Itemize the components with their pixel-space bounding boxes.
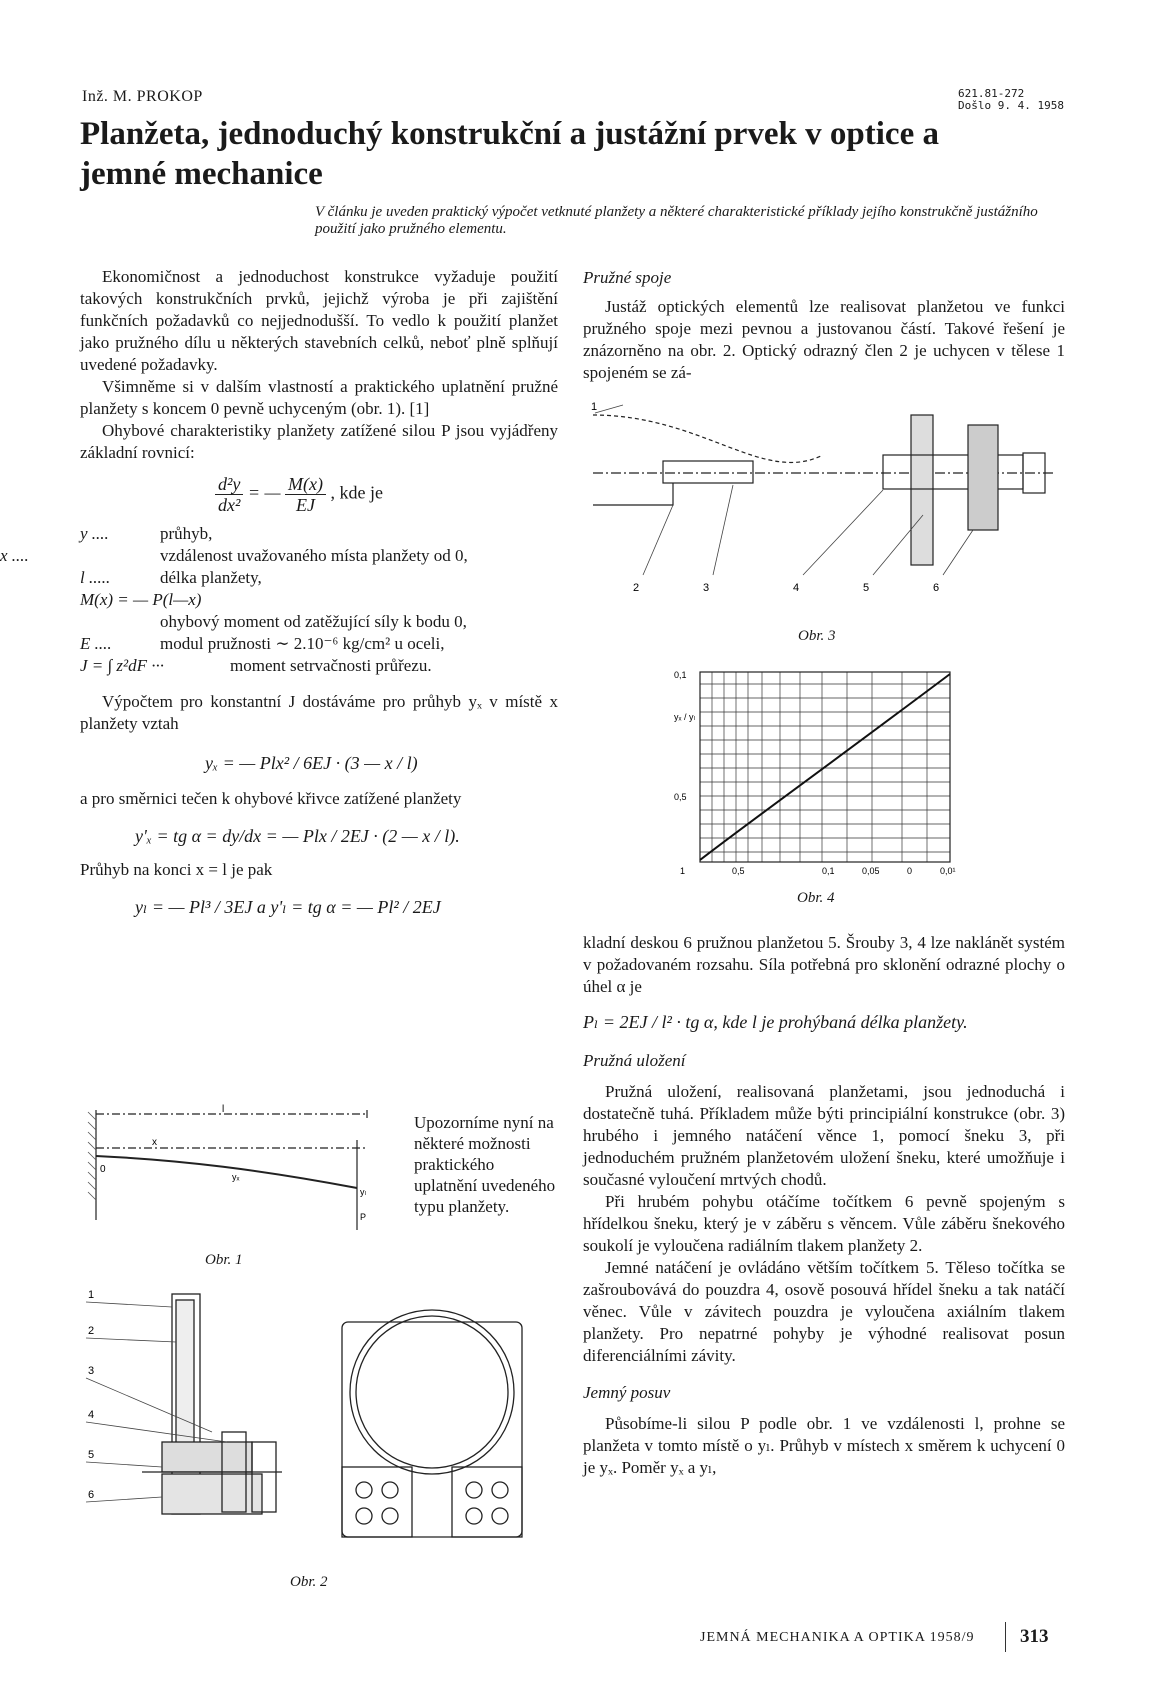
right-paragraph-1: Justáž optických elementů lze realisovat planžetou ve funkci pružného spoje mezi pevnou a justovanou částí. Takové řešení je znázorněno na obr. 2. Optický odrazný člen 2 je uchycen v tělese 1 spojeném se zá- [583, 297, 1065, 382]
right-paragraph-2: kladní deskou 6 pružnou planžetou 5. Šrouby 3, 4 lze naklánět systém v požadovaném rozsahu. Síla potřebná pro sklonění odrazné plochy o úhel α je [583, 933, 1065, 996]
fig2-label-1: 1 [88, 1289, 95, 1301]
def-sym: E .... [80, 634, 112, 653]
def-sym: y .... [80, 524, 109, 543]
fig1-label-p: P [360, 1212, 367, 1222]
fig4-x-tick-1: 0,5 [732, 866, 745, 876]
eq1-mid: = — [247, 482, 281, 503]
figure-4 [672, 660, 972, 880]
right-column-top [583, 268, 1065, 384]
def-e [80, 633, 558, 655]
heading-pruzna-ulozeni: Pružná uložení [583, 1051, 686, 1070]
abstract: V článku je uveden praktický výpočet vetknuté planžety a některé charakteristické příklady jejího konstrukčně justážního použití jako pružného elementu. [315, 204, 1038, 237]
def-text: moment setrvačnosti průřezu. [230, 656, 432, 675]
side-note: Upozorníme nyní na některé možnosti praktického uplatnění uvedeného typu planžety. [414, 1113, 556, 1216]
fig1-label-0: 0 [100, 1164, 106, 1175]
paragraph-6: Průhyb na konci x = l je pak [80, 860, 273, 879]
fig3-label-3: 3 [703, 582, 710, 594]
fig3-housing [911, 415, 933, 565]
fig1-beam [96, 1156, 357, 1188]
fig2-label-2: 2 [88, 1325, 95, 1337]
equation-5: Pₗ = 2EJ / l² · tg α, kde l je prohýbaná délka planžety. [583, 1012, 968, 1032]
fig3-label-2: 2 [633, 582, 640, 594]
fig4-y-top: 0,1 [674, 670, 687, 680]
fig2-label-6: 6 [88, 1489, 95, 1501]
eq1-rhs [285, 474, 326, 515]
right-paragraph-5: Jemné natáčení je ovládáno větším točítkem 5. Těleso točítka se zašroubovává do pouzdra 4, osově posouvá hřídel šneku a tak natáčí věnec. Vůle v závitech pouzdra je vyloučena axiálním tlakem planžety. Pro nepatrné pohyby je výhodné realisovat posun diferenciálními závity. [583, 1258, 1065, 1365]
footer-journal: JEMNÁ MECHANIKA A OPTIKA 1958/9 [700, 1630, 975, 1645]
fig3-label-4: 4 [793, 582, 800, 594]
paragraph-5: a pro směrnici tečen k ohybové křivce zatížené planžety [80, 789, 462, 808]
fig4-x-tick-5: 0,0¹ [940, 866, 956, 876]
def-sym: x .... [0, 546, 29, 565]
eq1-rhs-den: EJ [296, 495, 316, 515]
received-date: Došlo 9. 4. 1958 [958, 99, 1064, 112]
heading-jemny-posuv: Jemný posuv [583, 1383, 671, 1402]
def-text: vzdálenost uvažovaného místa planžety od 0, [160, 546, 468, 565]
fig1-label-x: x [152, 1137, 157, 1148]
author: Inž. M. PROKOP [82, 88, 203, 105]
fig4-y-mid: 0,5 [674, 792, 687, 802]
right-paragraph-3: Pružná uložení, realisovaná planžetami, jsou jednoduchá i dostatečně tuhá. Příkladem může býti principiální konstrukce (obr. 3) hrubého i jemného natáčení věnce 1, pomocí šneku 3, při jednoduchém pružném planžetovém uložení šneku, které umožňuje i současné vyloučení mrtvých chodů. [583, 1082, 1065, 1189]
figure-1 [82, 1100, 382, 1270]
paragraph-1: Ekonomičnost a jednoduchost konstrukce vyžaduje použití takových konstrukčních prvků, jejichž výroba je při zajištění funkčních požadavků co nejjednodušší. To vedlo k použití planžet jako pružného dílu u některých stavebních celků, neboť plně splňují uvedené požadavky. [80, 267, 558, 374]
article-title: Planžeta, jednoduchý konstrukční a justážní prvek v optice a jemné mechanice [80, 116, 939, 192]
eq1-tail: , kde je [330, 482, 384, 503]
def-text: modul pružnosti ∼ 2.10⁻⁶ kg/cm² u oceli, [160, 634, 445, 653]
fig1-caption: Obr. 1 [205, 1252, 243, 1268]
fig1-label-l: l [222, 1104, 225, 1115]
def-j [80, 655, 558, 677]
def-text: ohybový moment od zatěžující síly k bodu 0, [160, 612, 467, 631]
equation-2: yₓ = — Plx² / 6EJ · (3 — x / l) [205, 753, 418, 773]
figure-2 [82, 1282, 562, 1572]
fig1-label-yl: yₗ [360, 1187, 366, 1197]
def-text: délka planžety, [160, 568, 262, 587]
right-paragraph-4: Při hrubém pohybu otáčíme točítkem 6 pevně spojeným s hřídelkou šneku, který je v záběru s věncem. Vůle záběru šnekového soukolí je vyloučena radiálním tlakem planžety 2. [583, 1192, 1065, 1255]
figure-3 [583, 395, 1063, 605]
udc-and-date [958, 88, 1064, 112]
eq1-lhs-num: d²y [215, 474, 243, 495]
fig4-caption: Obr. 4 [797, 890, 835, 906]
def-sym: J = ∫ z²dF ··· [80, 656, 165, 675]
fig4-x-tick-4: 0 [907, 866, 913, 876]
def-y [80, 523, 558, 545]
fig3-label-5: 5 [863, 582, 870, 594]
fig4-x-tick-2: 0,1 [822, 866, 835, 876]
fig2-label-3: 3 [88, 1365, 95, 1377]
def-sym: M(x) = — P(l—x) [80, 590, 202, 609]
def-sym: l ..... [80, 568, 111, 587]
fig2-caption: Obr. 2 [290, 1574, 328, 1590]
fig4-x-tick-3: 0,05 [862, 866, 880, 876]
eq1-lhs-den: dx² [218, 495, 241, 515]
page-number: 313 [1020, 1626, 1049, 1647]
definitions [0, 523, 558, 677]
def-x [0, 545, 558, 567]
eq1-lhs [215, 474, 243, 515]
right-paragraph-6: Působíme-li silou P podle obr. 1 ve vzdálenosti l, prohne se planžeta v tomto místě o yₗ. Průhyb v místech x směrem k uchycení 0 je yₓ. Poměr yₓ a yₗ, [583, 1414, 1065, 1477]
def-text: průhyb, [160, 524, 213, 543]
fig2-label-4: 4 [88, 1409, 95, 1421]
fig4-curve [700, 674, 950, 860]
heading-pruzne-spoje: Pružné spoje [583, 268, 672, 287]
equation-1 [215, 474, 558, 515]
fig2-label-5: 5 [88, 1449, 95, 1461]
def-l [80, 567, 558, 589]
paragraph-3: Ohybové charakteristiky planžety zatížené silou P jsou vyjádřeny základní rovnicí: [80, 421, 558, 462]
paragraph-2: Všimněme si v dalším vlastností a praktického uplatnění pružné planžety s koncem 0 pevně uchyceným (obr. 1). [1] [80, 377, 558, 418]
fig4-x-left: 1 [680, 866, 686, 876]
eq1-rhs-num: M(x) [285, 474, 326, 495]
right-column-bottom [583, 932, 1065, 1479]
fig3-label-1: 1 [591, 401, 598, 413]
fig2-ring-housing [342, 1322, 522, 1537]
equation-4: yₗ = — Pl³ / 3EJ a y'ₗ = tg α = — Pl² / 2EJ [135, 897, 441, 917]
left-column-top [0, 266, 558, 918]
fig3-label-6: 6 [933, 582, 940, 594]
fig4-y-label: yₓ / yₗ [674, 712, 695, 722]
def-m [80, 589, 558, 633]
fig3-caption: Obr. 3 [798, 628, 836, 644]
udc-code: 621.81-272 [958, 87, 1025, 100]
footer-divider [1005, 1622, 1006, 1652]
fig1-label-yx: yₓ [232, 1172, 240, 1182]
paragraph-4: Výpočtem pro konstantní J dostáváme pro průhyb yₓ v místě x planžety vztah [80, 692, 558, 733]
equation-3: y'ₓ = tg α = dy/dx = — Plx / 2EJ · (2 — x / l). [135, 826, 460, 846]
